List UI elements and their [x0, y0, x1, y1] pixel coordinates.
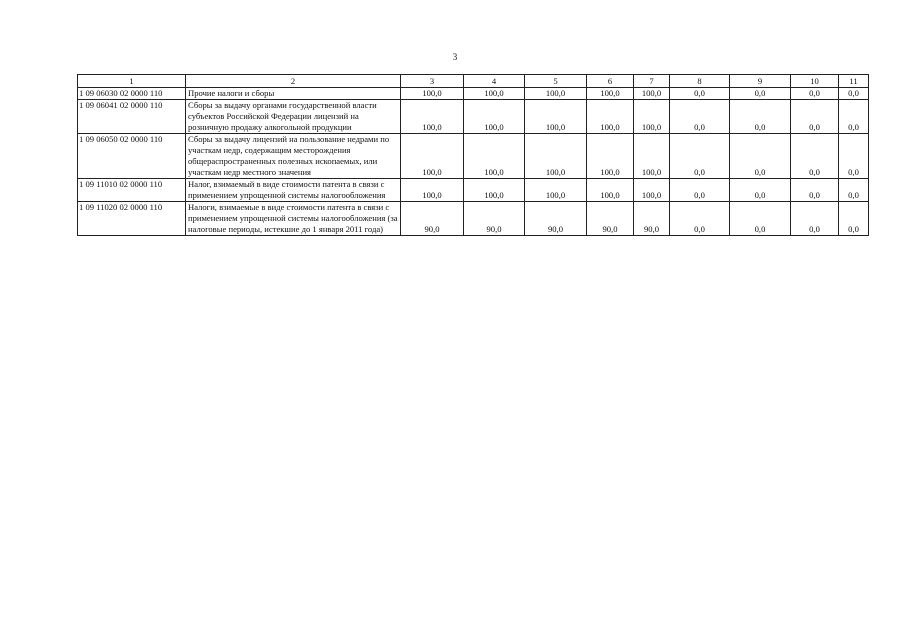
- revenue-name: Налоги, взимаемые в виде стоимости патента в связи с применением упрощенной системы налогообложения (за налоговые периоды, истекшие до 1 января 2011 года): [186, 202, 401, 236]
- value-cell: 0,0: [839, 179, 869, 202]
- budget-revenue-table: [77, 74, 869, 236]
- page-number: 3: [452, 52, 458, 62]
- budget-code: 1 09 06050 02 0000 110: [78, 134, 186, 179]
- value-cell: 100,0: [634, 179, 670, 202]
- value-cell: 100,0: [587, 179, 634, 202]
- budget-code: 1 09 11010 02 0000 110: [78, 179, 186, 202]
- value-cell: 100,0: [401, 134, 464, 179]
- value-cell: 0,0: [670, 134, 730, 179]
- column-header: 8: [670, 75, 730, 88]
- value-cell: 90,0: [587, 202, 634, 236]
- revenue-name: Сборы за выдачу органами государственной власти субъектов Российской Федерации лицензий на розничную продажу алкогольной продукции: [186, 100, 401, 134]
- value-cell: 90,0: [525, 202, 587, 236]
- value-cell: 0,0: [839, 100, 869, 134]
- column-header: 4: [464, 75, 525, 88]
- value-cell: 0,0: [791, 179, 839, 202]
- value-cell: 0,0: [730, 100, 791, 134]
- budget-code: 1 09 11020 02 0000 110: [78, 202, 186, 236]
- value-cell: 0,0: [791, 134, 839, 179]
- value-cell: 0,0: [791, 100, 839, 134]
- revenue-name: Прочие налоги и сборы: [186, 88, 401, 100]
- value-cell: 0,0: [730, 134, 791, 179]
- budget-code: 1 09 06041 02 0000 110: [78, 100, 186, 134]
- value-cell: 100,0: [634, 88, 670, 100]
- revenue-name: Налог, взимаемый в виде стоимости патента в связи с применением упрощенной системы налогообложения: [186, 179, 401, 202]
- value-cell: 0,0: [839, 134, 869, 179]
- value-cell: 0,0: [730, 202, 791, 236]
- budget-code: 1 09 06030 02 0000 110: [78, 88, 186, 100]
- value-cell: 100,0: [464, 88, 525, 100]
- column-header: 5: [525, 75, 587, 88]
- value-cell: 0,0: [670, 100, 730, 134]
- value-cell: 0,0: [791, 202, 839, 236]
- value-cell: 0,0: [791, 88, 839, 100]
- value-cell: 100,0: [587, 134, 634, 179]
- value-cell: 0,0: [839, 202, 869, 236]
- value-cell: 100,0: [401, 100, 464, 134]
- value-cell: 100,0: [464, 100, 525, 134]
- column-header: 3: [401, 75, 464, 88]
- column-header: 7: [634, 75, 670, 88]
- value-cell: 0,0: [839, 88, 869, 100]
- value-cell: 100,0: [587, 88, 634, 100]
- table-row: [78, 202, 869, 236]
- column-number-header-row: [78, 75, 869, 88]
- revenue-name: Сборы за выдачу лицензий на пользование недрами по участкам недр, содержащим месторождения общераспространенных полезных ископаемых, или участкам недр местного значения: [186, 134, 401, 179]
- value-cell: 100,0: [464, 134, 525, 179]
- column-header: 11: [839, 75, 869, 88]
- value-cell: 0,0: [730, 179, 791, 202]
- value-cell: 100,0: [525, 179, 587, 202]
- value-cell: 100,0: [464, 179, 525, 202]
- column-header: 10: [791, 75, 839, 88]
- value-cell: 100,0: [525, 134, 587, 179]
- table-row: [78, 100, 869, 134]
- column-header: 2: [186, 75, 401, 88]
- value-cell: 100,0: [587, 100, 634, 134]
- value-cell: 100,0: [401, 88, 464, 100]
- value-cell: 90,0: [464, 202, 525, 236]
- value-cell: 100,0: [634, 134, 670, 179]
- column-header: 9: [730, 75, 791, 88]
- value-cell: 90,0: [401, 202, 464, 236]
- column-header: 1: [78, 75, 186, 88]
- value-cell: 90,0: [634, 202, 670, 236]
- value-cell: 0,0: [670, 202, 730, 236]
- value-cell: 0,0: [730, 88, 791, 100]
- value-cell: 100,0: [525, 100, 587, 134]
- value-cell: 100,0: [401, 179, 464, 202]
- table-row: [78, 134, 869, 179]
- column-header: 6: [587, 75, 634, 88]
- value-cell: 0,0: [670, 88, 730, 100]
- table-row: [78, 179, 869, 202]
- value-cell: 100,0: [634, 100, 670, 134]
- table-row: [78, 88, 869, 100]
- value-cell: 100,0: [525, 88, 587, 100]
- value-cell: 0,0: [670, 179, 730, 202]
